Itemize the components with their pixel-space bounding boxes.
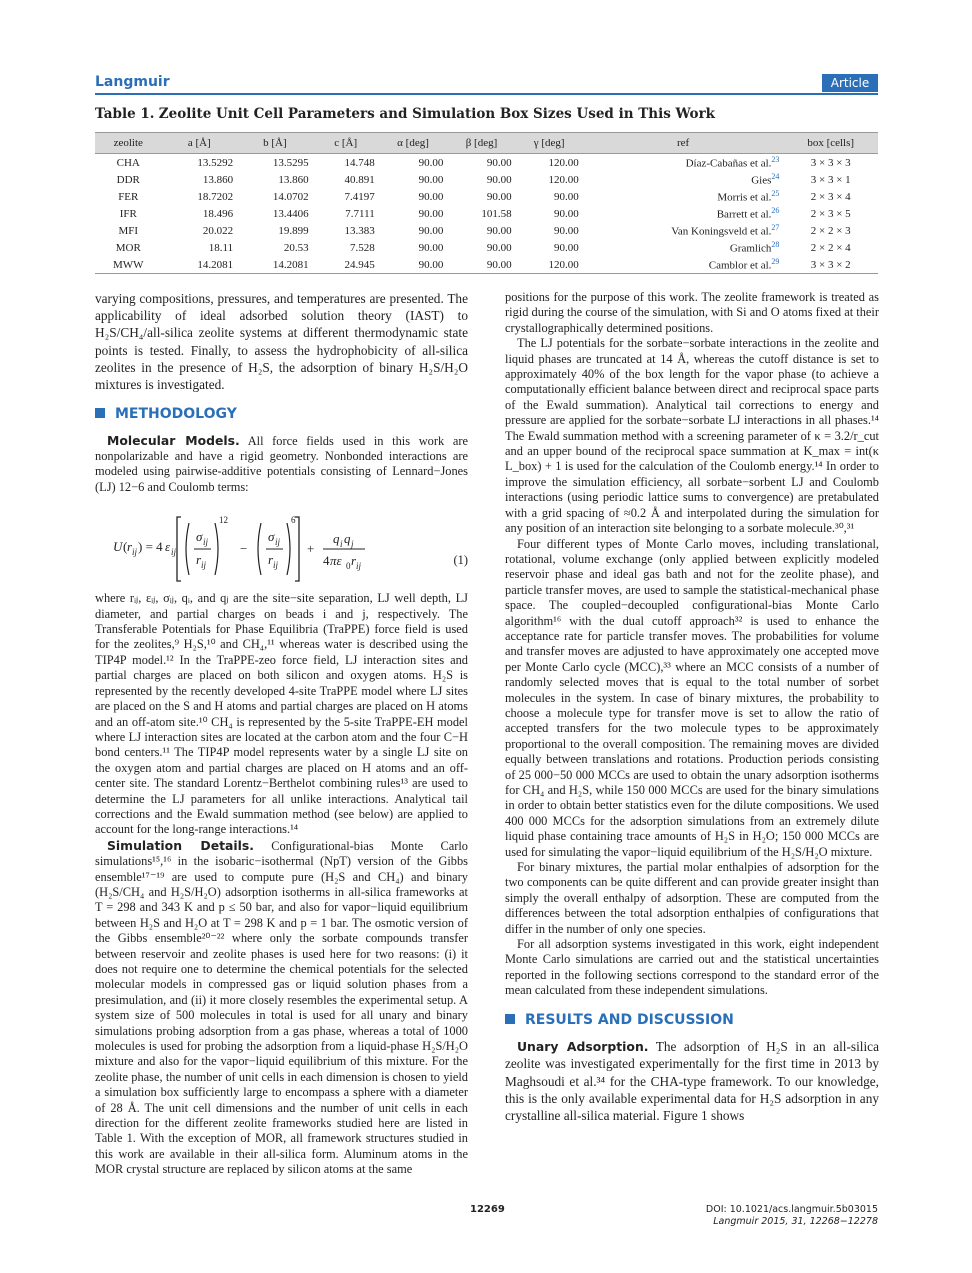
gamma-cell: 120.00 — [516, 256, 583, 274]
table-label: Table 1. — [95, 106, 155, 122]
beta-cell: 90.00 — [486, 241, 512, 254]
svg-text:r: r — [196, 552, 202, 568]
equation-number: (1) — [453, 553, 468, 568]
molecular-models-text: All force fields used in this work are nonpolarizable and have a rigid geometry. Nonbonded interactions are modeled using pairwise-additive potentials consisting of Lennard−Jones (LJ) 12−6 and Coulomb terms: — [95, 433, 468, 494]
footer-citation — [706, 1204, 878, 1228]
molecular-models-head: Molecular Models. — [107, 432, 240, 448]
alpha-cell: 90.00 — [379, 256, 448, 274]
gamma-cell: 90.00 — [553, 241, 579, 254]
box-cell: 2 × 2 × 4 — [810, 241, 851, 254]
zeolite-cell: MOR — [115, 241, 141, 254]
right-paragraph-1: positions for the purpose of this work. The zeolite framework is treated as rigid during the course of the simulation, with Si and O atoms fixed at their crystallographically determined positions. — [505, 290, 879, 335]
alpha-cell: 90.00 — [418, 190, 444, 203]
ref-text: Gies — [751, 174, 772, 187]
gamma-cell: 90.00 — [553, 207, 579, 220]
a-cell: 13.5292 — [197, 156, 234, 169]
ref-citation[interactable]: 24 — [771, 172, 780, 182]
right-paragraph-5: For all adsorption systems investigated in this work, eight independent Monte Carlo simulations are carried out and the statistical uncertainties reported in the following sections correspond to the standard error of the mean calculated from these independent simulations. — [505, 937, 879, 998]
col-gamma: γ [deg] — [516, 133, 583, 154]
beta-cell: 90.00 — [486, 156, 512, 169]
alpha-cell: 90.00 — [418, 173, 444, 186]
ref-cell — [583, 222, 784, 239]
table-row — [95, 154, 878, 172]
box-cell: 2 × 3 × 5 — [810, 207, 851, 220]
svg-text:ij: ij — [203, 537, 209, 548]
b-cell: 13.860 — [278, 173, 309, 186]
right-paragraph-2: The LJ potentials for the sorbate−sorbate interactions in the zeolite and liquid phases are truncated at 14 Å, whereas the cutoff distance is set to approximately 40% of the box length for the vapor phase (to achieve a computationally efficient balance between direct and reciprocal space parts of the Ewald summation). Analytical tail corrections to energy and pressure are applied for the sorbate−sorbate LJ interactions in all phases.¹⁴ The Ewald summation method with a screening parameter of κ = 3.2/r_cut and an upper bound of the reciprocal space summation at K_max = int(κ L_box) + 1 is used for the calculation of the Coulomb energy.¹⁴ In order to improve the simulation efficiency, all sorbate−sorbent LJ and Coulomb interactions (using periodic lattice sums to convergence) are pretabulated with a grid spacing of ≈0.2 Å and interpolated during the simulation for any position of an interaction site belonging to a sorbate molecule.³⁰,³¹ — [505, 336, 879, 536]
zeolite-cell: MWW — [95, 256, 162, 274]
beta-cell: 90.00 — [486, 224, 512, 237]
zeolite-cell: CHA — [116, 156, 140, 169]
zeolite-cell: IFR — [119, 207, 137, 220]
svg-text:6: 6 — [291, 515, 296, 526]
a-cell: 18.496 — [202, 207, 234, 220]
svg-text:ij: ij — [273, 560, 279, 571]
ref-text: Barrett et al. — [716, 208, 772, 221]
page-header — [95, 72, 878, 94]
zeolite-cell: DDR — [116, 173, 140, 186]
b-cell: 13.4406 — [272, 207, 309, 220]
c-cell: 7.4197 — [344, 190, 375, 203]
article-type-badge: Article — [822, 74, 878, 92]
zeolite-cell: FER — [118, 190, 139, 203]
ref-citation[interactable]: 23 — [771, 155, 780, 165]
ref-citation[interactable]: 26 — [771, 206, 780, 216]
svg-text:q: q — [333, 531, 340, 547]
svg-text:) = 4: ) = 4 — [138, 539, 163, 555]
gamma-cell: 120.00 — [548, 173, 579, 186]
beta-cell: 90.00 — [447, 256, 515, 274]
svg-text:q: q — [344, 531, 351, 547]
svg-text:ij: ij — [356, 561, 362, 572]
svg-text:σ: σ — [268, 529, 275, 545]
simulation-details-head: Simulation Details. — [107, 837, 254, 853]
molecular-models-paragraph — [95, 433, 468, 496]
svg-text:ij: ij — [171, 547, 177, 558]
ref-text: Camblor et al. — [708, 259, 772, 272]
results-title: RESULTS AND DISCUSSION — [525, 1011, 734, 1028]
a-cell: 18.11 — [208, 241, 234, 254]
where-paragraph: where rᵢⱼ, εᵢⱼ, σᵢⱼ, qᵢ, and qⱼ are the site−site separation, LJ well depth, LJ diameter, and partial charges on beads i and j, respectively. The Transferable Potentials for Phase Equilibria (TraPPE) force field is used for the zeolites,⁹ H₂S,¹⁰ and CH₄,¹¹ whereas water is described using the TIP4P model.¹² In the TraPPE-zeo force field, LJ interaction sites and partial charges are placed on both silicon and oxygen atoms. H₂S is represented by the recently developed 4-site TraPPE model where LJ sites are placed on the S and H atoms and partial charges are placed on H atoms and an off-atom site.¹⁰ CH₄ is represented by the 5-site TraPPE-EH model where LJ interaction sites are located at the carbon atom and the four C−H bond centers.¹¹ The TIP4P model represents water by a single LJ site on the oxygen atom and partial charges are placed on H atoms and an off-center site. The standard Lorentz−Berthelot combining rules¹³ are used to determine the LJ parameters for all unlike interactions. Analytical tail corrections and the Ewald summation method (see below) are applied to account for the long-range interactions.¹⁴ — [95, 591, 468, 837]
b-cell: 20.53 — [283, 241, 309, 254]
col-zeolite: zeolite — [95, 133, 162, 154]
c-cell: 24.945 — [313, 256, 379, 274]
table-header-row — [95, 133, 878, 154]
ref-citation[interactable]: 29 — [771, 257, 780, 267]
ref-citation[interactable]: 27 — [771, 223, 780, 233]
col-c: c [Å] — [313, 133, 379, 154]
svg-text:4: 4 — [323, 553, 330, 569]
table-row — [95, 171, 878, 188]
table-body — [95, 154, 878, 274]
a-cell: 14.2081 — [162, 256, 238, 274]
c-cell: 40.891 — [344, 173, 375, 186]
b-cell: 19.899 — [278, 224, 309, 237]
methodology-heading — [95, 407, 468, 422]
ref-cell — [583, 154, 784, 172]
svg-text:ij: ij — [201, 560, 207, 571]
table-row — [95, 256, 878, 274]
alpha-cell: 90.00 — [418, 207, 444, 220]
gamma-cell: 90.00 — [553, 190, 579, 203]
page-number: 12269 — [470, 1204, 505, 1215]
gamma-cell: 120.00 — [548, 156, 579, 169]
header-rule — [95, 93, 878, 95]
col-a: a [Å] — [162, 133, 238, 154]
ref-cell — [583, 205, 784, 222]
svg-text:(: ( — [123, 539, 128, 555]
journal-name[interactable]: Langmuir — [95, 74, 170, 90]
simulation-details-paragraph — [95, 838, 468, 1178]
b-cell: 13.5295 — [272, 156, 309, 169]
ref-text: Morris et al. — [717, 191, 772, 204]
col-beta: β [deg] — [447, 133, 515, 154]
alpha-cell: 90.00 — [418, 241, 444, 254]
b-cell: 14.2081 — [237, 256, 313, 274]
c-cell: 13.383 — [344, 224, 375, 237]
section-square-icon — [505, 1014, 515, 1024]
ref-text: Gramlich — [729, 242, 772, 255]
box-cell: 3 × 3 × 1 — [810, 173, 851, 186]
beta-cell: 90.00 — [486, 173, 512, 186]
svg-text:12: 12 — [219, 515, 228, 526]
col-ref: ref — [583, 133, 784, 154]
intro-paragraph: varying compositions, pressures, and temperatures are presented. The applicability of ideal adsorbed solution theory (IAST) to H₂S/CH₄/all-silica zeolite systems at different thermodynamic state points is tested. Finally, to assess the hydrophobicity of all-silica zeolites in the presence of H₂S, the adsorption of binary H₂S/H₂O mixtures is investigated. — [95, 291, 468, 393]
unary-adsorption-head: Unary Adsorption. — [517, 1039, 649, 1055]
table-caption — [95, 106, 878, 122]
svg-text:−: − — [240, 541, 248, 557]
col-box: box [cells] — [783, 133, 878, 154]
table-row — [95, 222, 878, 239]
c-cell: 7.7111 — [345, 207, 375, 220]
right-paragraph-3: Four different types of Monte Carlo moves, including translational, rotational, volume exchange (only applied between explicitly modeled reservoir phase and ideal gas bath and not for the zeolite phase), and particle transfer moves, are used to sample the statistical-mechanical phase space. The coupled−decoupled configurational-bias Monte Carlo algorithm¹⁶ with the dual cutoff approach³² is used to enhance the acceptance rate for particle transfer moves. The probabilities for volume and transfer moves are adjusted to have approximately one accepted move per Monte Carlo cycle (MCC),³³ where an MCC consists of a number of randomly selected moves that is equal to the total number of sorbet molecules in the system. In case of binary mixtures, the probability to choose a molecule type for transfer move is set to allow the ratio of accepted transfers for the two molecule types to be approximately proportional to the overall composition. The remaining moves are divided equally between translations and rotations. Production periods consisting of 25 000−50 000 MCCs are used to obtain the unary adsorption isotherms for CH₄ and H₂S, while 150 000 MCCs are used for the binary simulations in order to obtain better statistics even for the dilute compositions. We used 400 000 MCCs for the adsorption simulations from an extremely dilute liquid phase containing trace amounts of H₂S in H₂O; 150 000 MCCs are used for simulating the vapor−liquid equilibrium of the H₂S/H₂O mixture. — [505, 536, 879, 859]
ref-cell — [583, 188, 784, 205]
zeolite-cell: MFI — [118, 224, 139, 237]
b-cell: 14.0702 — [272, 190, 309, 203]
beta-cell: 101.58 — [481, 207, 512, 220]
table-row — [95, 188, 878, 205]
svg-text:0: 0 — [346, 561, 351, 572]
c-cell: 14.748 — [344, 156, 375, 169]
beta-cell: 90.00 — [486, 190, 512, 203]
ref-citation[interactable]: 25 — [771, 189, 780, 199]
table-title: Zeolite Unit Cell Parameters and Simulation Box Sizes Used in This Work — [158, 106, 716, 122]
c-cell: 7.528 — [349, 241, 375, 254]
col-b: b [Å] — [237, 133, 313, 154]
ref-cell — [583, 171, 784, 188]
svg-text:ij: ij — [275, 537, 281, 548]
svg-text:j: j — [351, 539, 354, 550]
box-cell: 3 × 3 × 2 — [783, 256, 878, 274]
col-alpha: α [deg] — [379, 133, 448, 154]
journal-citation: Langmuir 2015, 31, 12268−12278 — [713, 1216, 878, 1227]
alpha-cell: 90.00 — [418, 156, 444, 169]
a-cell: 20.022 — [202, 224, 234, 237]
equation-graphic — [95, 501, 468, 583]
svg-text:πε: πε — [330, 553, 342, 569]
ref-cell — [583, 239, 784, 256]
results-heading — [505, 1013, 879, 1028]
table-row — [95, 205, 878, 222]
svg-text:r: r — [268, 552, 274, 568]
ref-citation[interactable]: 28 — [771, 240, 780, 250]
unary-adsorption-text: The adsorption of H₂S in an all-silica zeolite was investigated experimentally for the first time in 2013 by Maghsoudi et al.³⁴ for the CHA-type framework. To our knowledge, this is the only available experimental data for H₂S adsorption in any crystalline all-silica material. Figure 1 shows — [505, 1039, 879, 1123]
svg-text:ij: ij — [132, 547, 138, 558]
section-square-icon — [95, 408, 105, 418]
ref-text: Díaz-Cabañas et al. — [685, 157, 772, 170]
svg-text:σ: σ — [196, 529, 203, 545]
equation-1 — [95, 501, 468, 583]
doi-link[interactable]: DOI: 10.1021/acs.langmuir.5b03015 — [705, 1204, 878, 1215]
zeolite-table — [95, 132, 878, 274]
svg-text:ε: ε — [165, 539, 171, 555]
a-cell: 13.860 — [202, 173, 234, 186]
simulation-details-text: Configurational-bias Monte Carlo simulations¹⁵,¹⁶ in the isobaric−isothermal (NpT) version of the Gibbs ensemble¹⁷⁻¹⁹ are used to compute pure (H₂S and CH₄) and binary (H₂S/CH₄ and H₂S/H₂O) adsorption isotherms in all-silica frameworks at T = 298 and 343 K and p ≤ 50 bar, and also for vapor−liquid equilibrium between H₂S and H₂O at T = 298 K and p = 1 bar. The osmotic version of the Gibbs ensemble²⁰⁻²² where only the sorbate compounds transfer between reservoir and zeolite phases is used here for two reasons: (i) it does not require one to determine the chemical potentials for the selected molecular models in compressed gas or liquid solution phases from a presimulation, and (ii) it more closely resembles the experimental setup. A system size of 500 molecules in total is used for all unary and binary simulations probing adsorption from a gas phase, whereas a total of 1000 molecules is used for probing the adsorption from a liquid-phase H₂S/H₂O mixture and also for the vapor−liquid equilibrium of this mixture. For the zeolite phase, the number of unit cells in each dimension is chosen to yield a simulation box sufficiently large to encompass a sphere with a diameter of 28 Å. The unit cell dimensions and the number of unit cells in each direction for the different zeolite frameworks studied here are listed in Table 1. With the exception of MOR, all framework structures studied in this work are available in their all-silica form. Aluminum atoms in the MOR crystal structure are replaced by silicon atoms at the same — [95, 838, 468, 1177]
alpha-cell: 90.00 — [418, 224, 444, 237]
svg-text:r: r — [127, 539, 133, 555]
right-column — [505, 290, 879, 1124]
gamma-cell: 90.00 — [553, 224, 579, 237]
svg-text:U: U — [113, 539, 123, 555]
ref-text: Van Koningsveld et al. — [671, 225, 772, 238]
a-cell: 18.7202 — [197, 190, 234, 203]
unary-adsorption-paragraph — [505, 1038, 879, 1124]
svg-text:i: i — [340, 539, 343, 550]
ref-cell — [583, 256, 784, 274]
box-cell: 2 × 3 × 4 — [810, 190, 851, 203]
svg-text:+: + — [307, 541, 315, 557]
box-cell: 2 × 2 × 3 — [810, 224, 851, 237]
box-cell: 3 × 3 × 3 — [810, 156, 851, 169]
methodology-title: METHODOLOGY — [115, 406, 237, 423]
svg-text:r: r — [351, 553, 357, 569]
table-row — [95, 239, 878, 256]
left-column — [95, 290, 468, 1178]
right-paragraph-4: For binary mixtures, the partial molar enthalpies of adsorption for the two components can be quite different and can provide greater insight than simply the overall enthalpy of adsorption. These are computed from the differences between the total adsorption enthalpies of configurations that differ in the number of only one species. — [505, 860, 879, 936]
